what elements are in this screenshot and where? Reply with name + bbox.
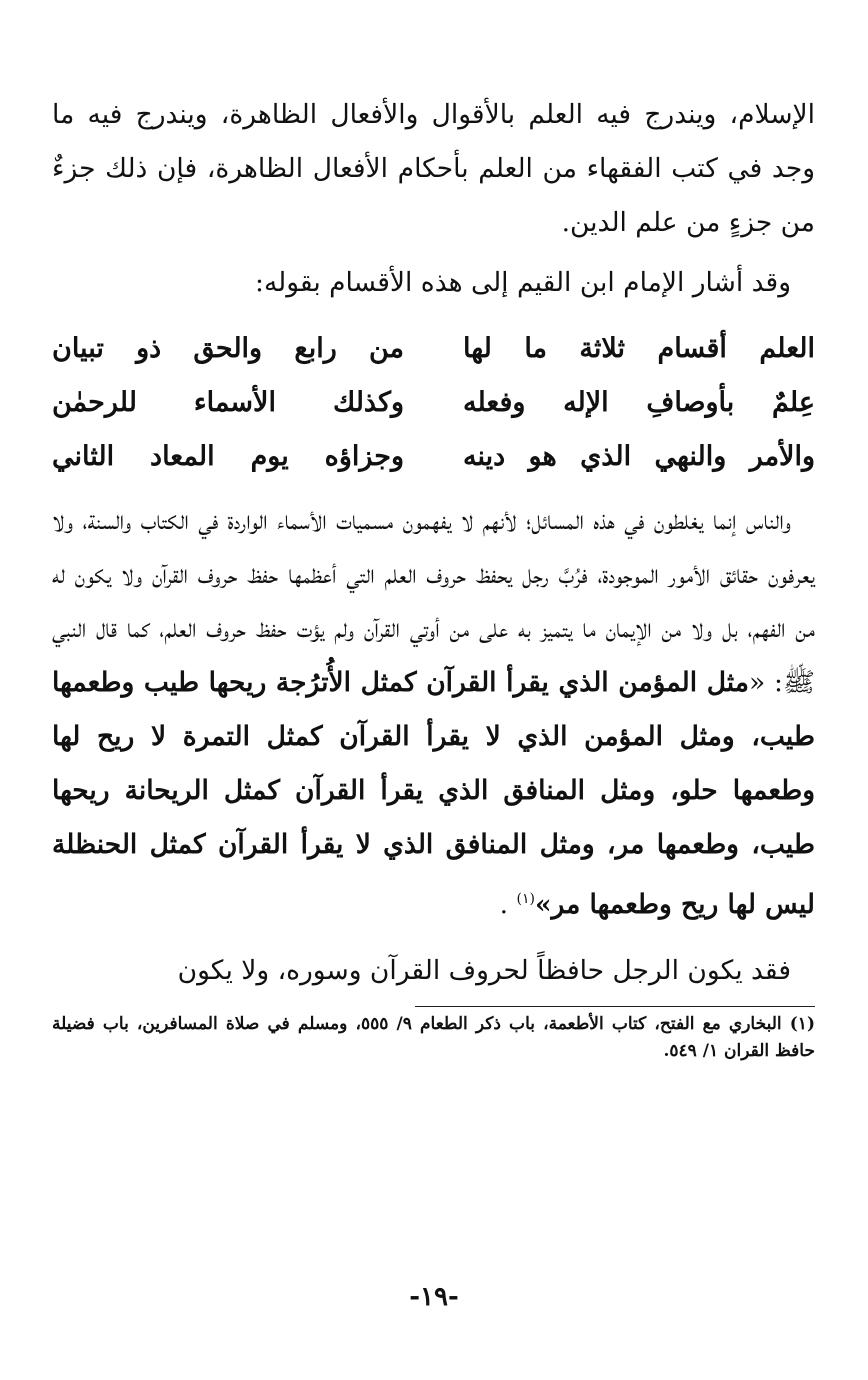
footnote: (١) البخاري مع الفتح، كتاب الأطعمة، باب ذكر الطعام ٩/ ٥٥٥، ومسلم في صلاة المسافرين، باب فضيلة حافظ القران ١/ ٥٤٩. (52, 1013, 815, 1061)
poem-line-1 (52, 322, 815, 376)
page-number: -١٩- (409, 1282, 459, 1312)
poem-line-2-second-hemistich: وكذلك الأسماء للرحمٰن (52, 387, 404, 418)
hadith-quote: مثل المؤمن الذي يقرأ القرآن كمثل الأُترُجة ريحها طيب وطعمها طيب، ومثل المؤمن الذي لا يقرأ القرآن كمثل التمرة لا ريح لها وطعمها حلو، ومثل المنافق الذي يقرأ القرآن كمثل الريحانة ريحها طيب، وطعمها مر، ومثل المنافق الذي لا يقرأ القرآن كمثل الحنظلة ليس لها ريح وطعمها مر (52, 667, 815, 920)
hadith-closing-quote: » (534, 888, 552, 920)
poem-line-3 (52, 430, 815, 484)
poem-line-3-second-hemistich: وجزاؤه يوم المعاد الثاني (52, 441, 404, 472)
poem-line-3-first-hemistich: والأمر والنهي الذي هو دينه (463, 441, 815, 472)
paragraph-1: الإسلام، ويندرج فيه العلم بالأقوال والأفعال الظاهرة، ويندرج فيه ما وجد في كتب الفقهاء من العلم بأحكام الأفعال الظاهرة، فإن ذلك جزءٌ من جزءٍ من علم الدين. (52, 99, 815, 238)
paragraph-2: وقد أشار الإمام ابن القيم إلى هذه الأقسام بقوله: (255, 267, 791, 298)
poem-line-1-second-hemistich: من رابع والحق ذو تبيان (52, 333, 404, 364)
poem-line-1-first-hemistich: العلم أقسام ثلاثة ما لها (463, 333, 815, 364)
paragraph-3-end: . (499, 888, 517, 920)
footnote-divider (415, 1006, 815, 1007)
poem (52, 322, 815, 484)
poem-line-2 (52, 376, 815, 430)
page-body (52, 88, 815, 1065)
paragraph-4: فقد يكون الرجل حافظاً لحروف القرآن وسوره، ولا يكون (177, 954, 791, 986)
paragraph-3-intro: والناس إنما يغلطون في هذه المسائل؛ لأنهم لا يفهمون مسميات الأسماء الواردة في الكتاب والسنة، ولا يعرفون حقائق الأمور الموجودة، فرُبَّ رجل يحفظ حروف العلم التي أعظمها حفظ حروف القرآن ولا يكون له من الفهم، بل ولا من الإيمان ما يتميز به على من أوتي القرآن ولم يؤت حفظ حروف العلم، كما قال النبي ﷺ: « (52, 505, 815, 698)
paragraph-3 (52, 494, 815, 932)
poem-line-2-first-hemistich: عِلمٌ بأوصافِ الإله وفعله (463, 387, 815, 418)
footnote-reference[interactable]: (١) (516, 891, 535, 907)
